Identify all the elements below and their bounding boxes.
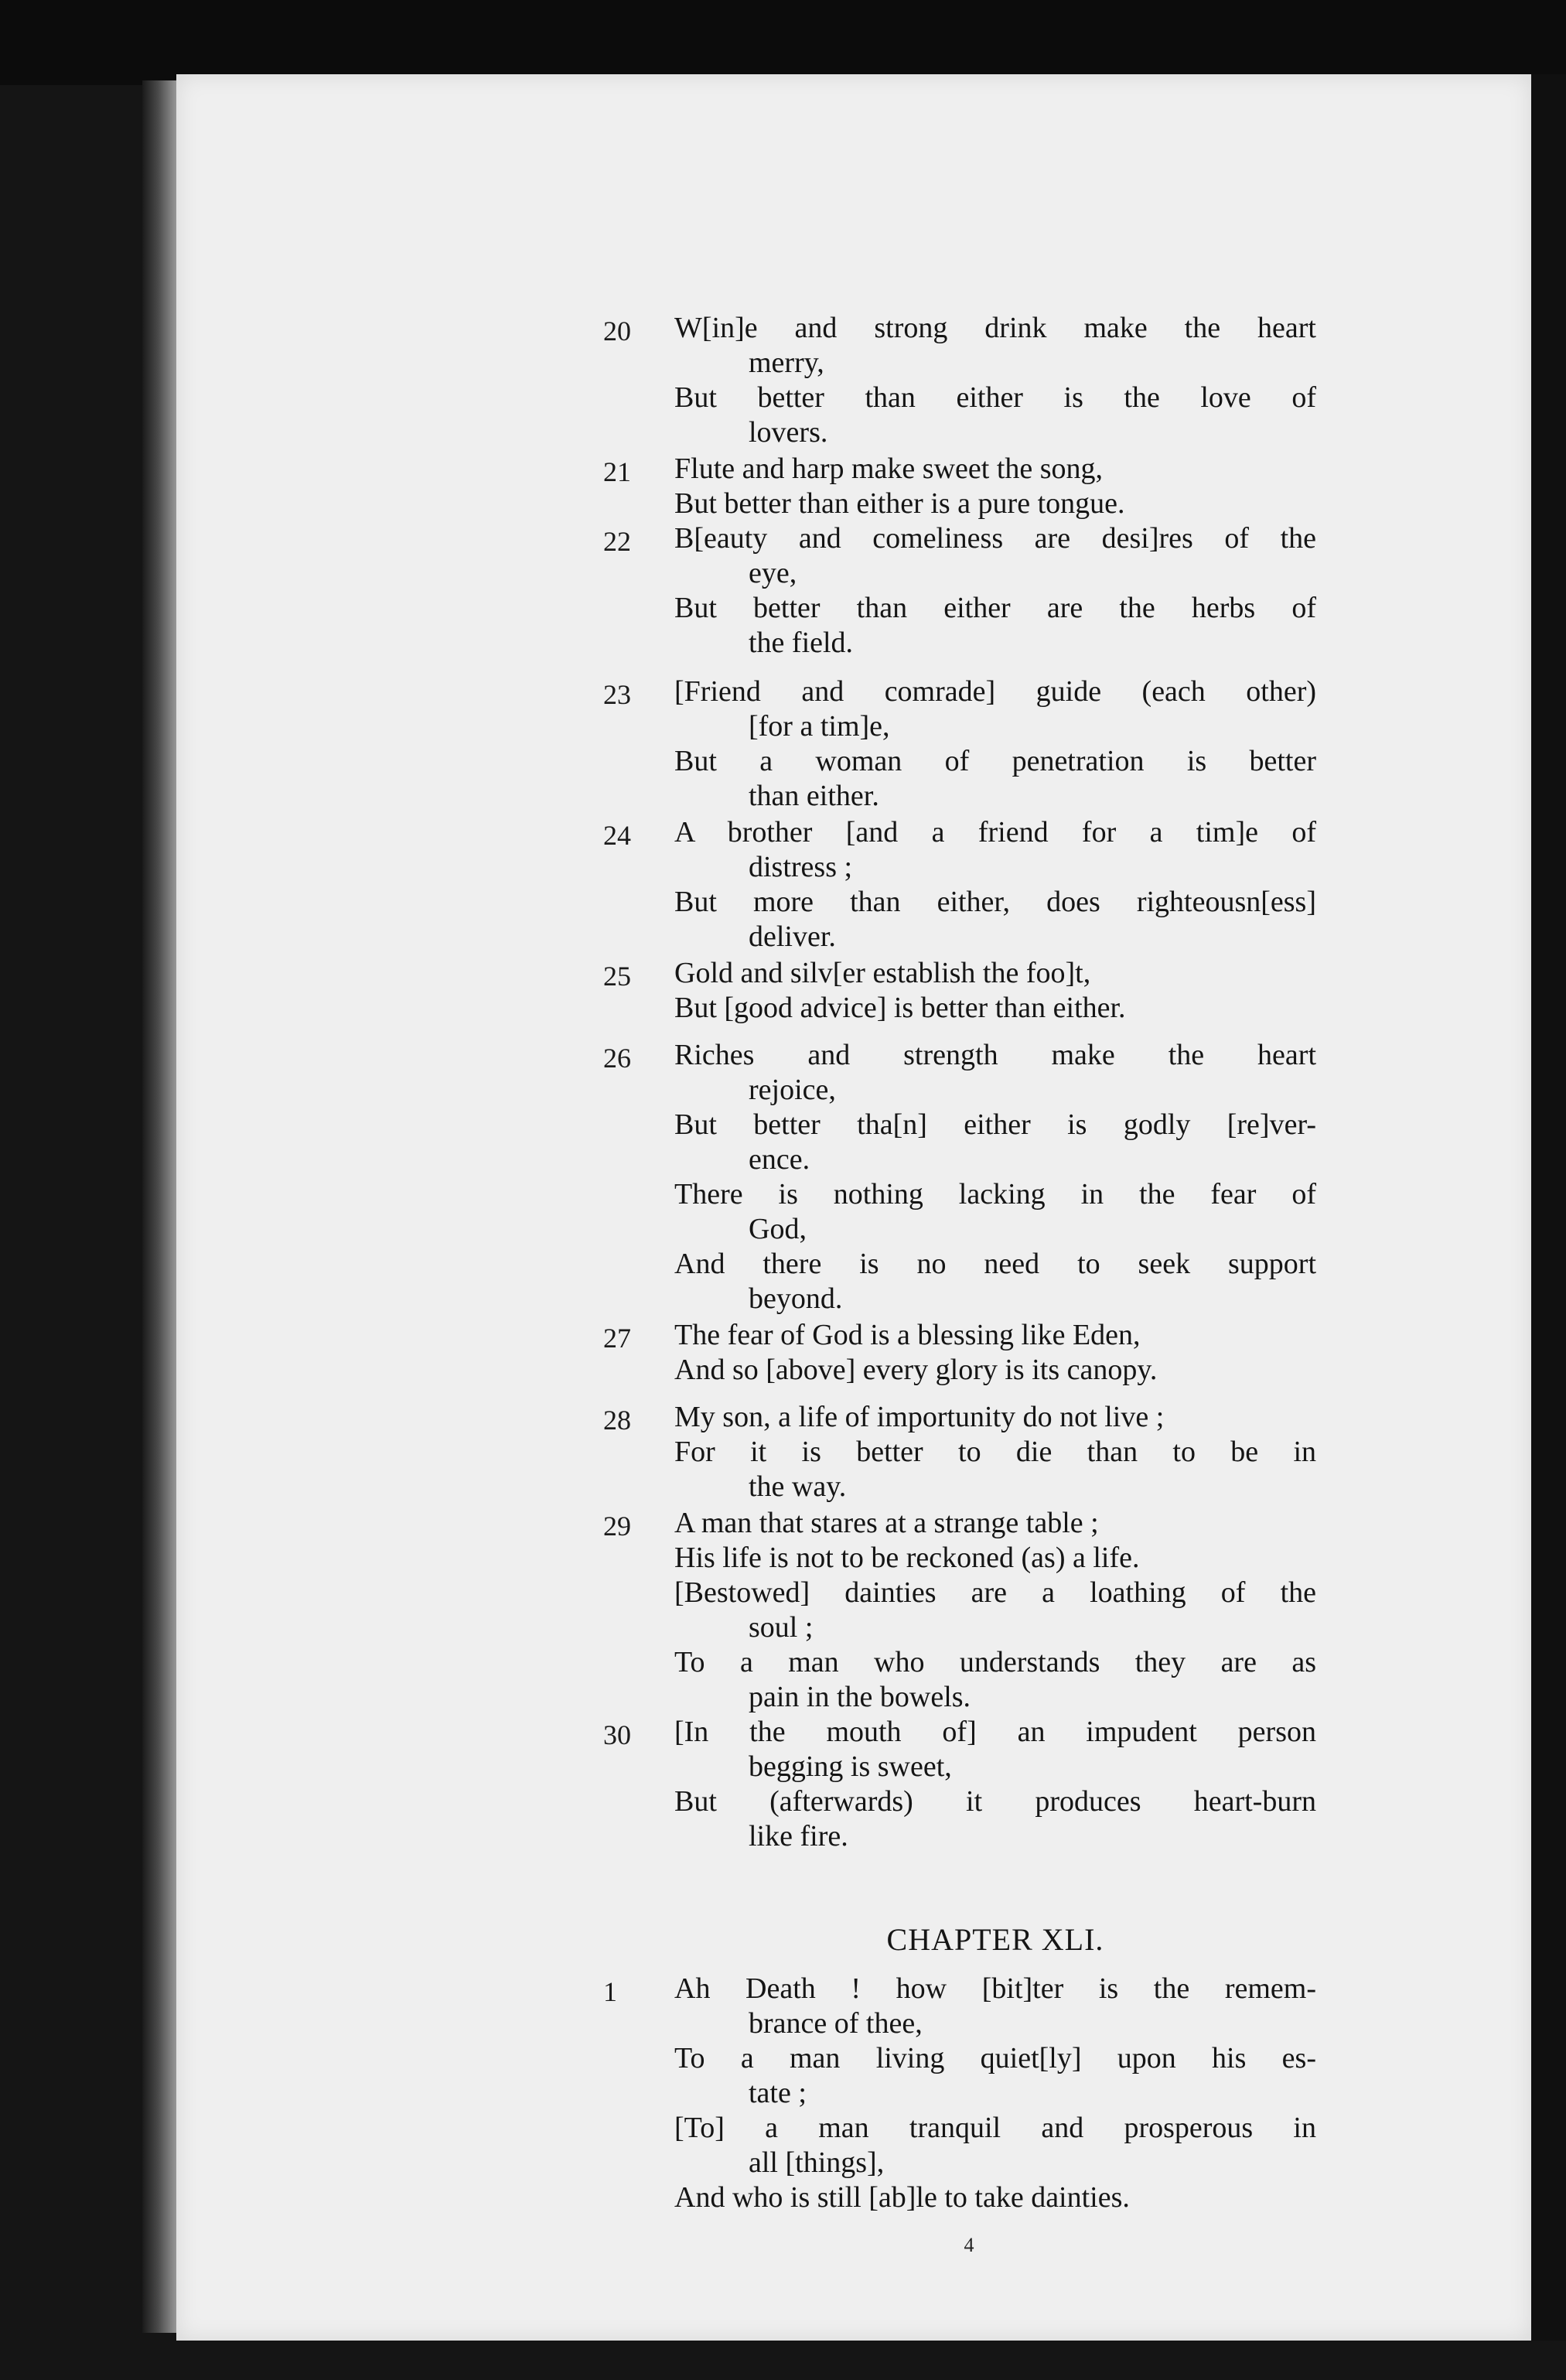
verse-line: eye, — [749, 557, 797, 589]
verse-line: begging is sweet, — [749, 1750, 952, 1783]
verse-line: [Bestowed] dainties are a loathing of the — [674, 1576, 1316, 1609]
verse-line: W[in]e and strong drink make the heart — [674, 312, 1316, 344]
verse-line: Riches and strength make the heart — [674, 1039, 1316, 1071]
verse-number: 23 — [603, 679, 631, 710]
verse-number: 21 — [603, 456, 631, 487]
scan-background — [0, 0, 1566, 85]
book-page — [176, 74, 1531, 2341]
verse-line: brance of thee, — [749, 2007, 923, 2040]
verse-line: [for a tim]e, — [749, 710, 890, 743]
verse-line: To a man who understands they are as — [674, 1646, 1316, 1678]
verse-number: 22 — [603, 526, 631, 557]
verse-line: all [things], — [749, 2146, 885, 2179]
verse-line: But more than either, does righteousn[ess] — [674, 886, 1316, 918]
verse-number: 24 — [603, 820, 631, 851]
verse-line: God, — [749, 1213, 807, 1245]
verse-line: deliver. — [749, 920, 836, 953]
verse-line: [Friend and comrade] guide (each other) — [674, 675, 1316, 708]
verse-line: beyond. — [749, 1282, 843, 1315]
scan-right-edge — [1531, 74, 1566, 2341]
verse-line: distress ; — [749, 851, 853, 883]
verse-line: But better than either is the love of — [674, 381, 1316, 414]
verse-line: ence. — [749, 1143, 810, 1176]
verse-line: merry, — [749, 347, 824, 379]
verse-line: A man that stares at a strange table ; — [674, 1507, 1099, 1539]
verse-line: But better than either are the herbs of — [674, 592, 1316, 624]
verse-line: A brother [and a friend for a tim]e of — [674, 816, 1316, 849]
verse-line: pain in the bowels. — [749, 1681, 971, 1713]
verse-number: 27 — [603, 1323, 631, 1354]
verse-line: And there is no need to seek support — [674, 1248, 1316, 1280]
verse-line: Ah Death ! how [bit]ter is the remem- — [674, 1972, 1316, 2005]
verse-line: But better tha[n] either is godly [re]ver- — [674, 1108, 1316, 1141]
verse-line: Gold and silv[er establish the foo]t, — [674, 957, 1091, 989]
verse-number: 1 — [603, 1976, 617, 2007]
page-number: 4 — [964, 2234, 974, 2256]
verse-line: than either. — [749, 780, 879, 812]
verse-line: the way. — [749, 1470, 847, 1503]
verse-line: the field. — [749, 627, 854, 659]
verse-line: rejoice, — [749, 1074, 836, 1106]
verse-line: My son, a life of importunity do not live ; — [674, 1401, 1165, 1433]
verse-line: B[eauty and comeliness are desi]res of the — [674, 522, 1316, 555]
verse-line: There is nothing lacking in the fear of — [674, 1178, 1316, 1210]
verse-line: And so [above] every glory is its canopy. — [674, 1354, 1158, 1386]
verse-line: [To] a man tranquil and prosperous in — [674, 2112, 1316, 2144]
verse-number: 20 — [603, 316, 631, 347]
verse-line: tate ; — [749, 2077, 807, 2109]
verse-line: The fear of God is a blessing like Eden, — [674, 1319, 1141, 1351]
verse-line: Flute and harp make sweet the song, — [674, 452, 1104, 485]
verse-number: 25 — [603, 961, 631, 992]
verse-line: To a man living quiet[ly] upon his es- — [674, 2042, 1316, 2074]
verse-line: For it is better to die than to be in — [674, 1436, 1316, 1468]
verse-line: And who is still [ab]le to take dainties. — [674, 2181, 1130, 2214]
verse-line: [In the mouth of] an impudent person — [674, 1716, 1316, 1748]
verse-line: But [good advice] is better than either. — [674, 992, 1126, 1024]
verse-number: 28 — [603, 1405, 631, 1436]
verse-line: soul ; — [749, 1611, 814, 1644]
verse-line: like fire. — [749, 1820, 848, 1852]
page-text-block — [176, 74, 1531, 2341]
verse-number: 26 — [603, 1043, 631, 1074]
verse-line: But a woman of penetration is better — [674, 745, 1316, 777]
verse-line: lovers. — [749, 416, 828, 449]
verse-line: But (afterwards) it produces heart-burn — [674, 1785, 1316, 1818]
verse-number: 29 — [603, 1511, 631, 1542]
chapter-heading: CHAPTER XLI. — [886, 1922, 1104, 1957]
verse-line: But better than either is a pure tongue. — [674, 487, 1125, 520]
verse-line: His life is not to be reckoned (as) a life. — [674, 1542, 1140, 1574]
verse-number: 30 — [603, 1719, 631, 1750]
